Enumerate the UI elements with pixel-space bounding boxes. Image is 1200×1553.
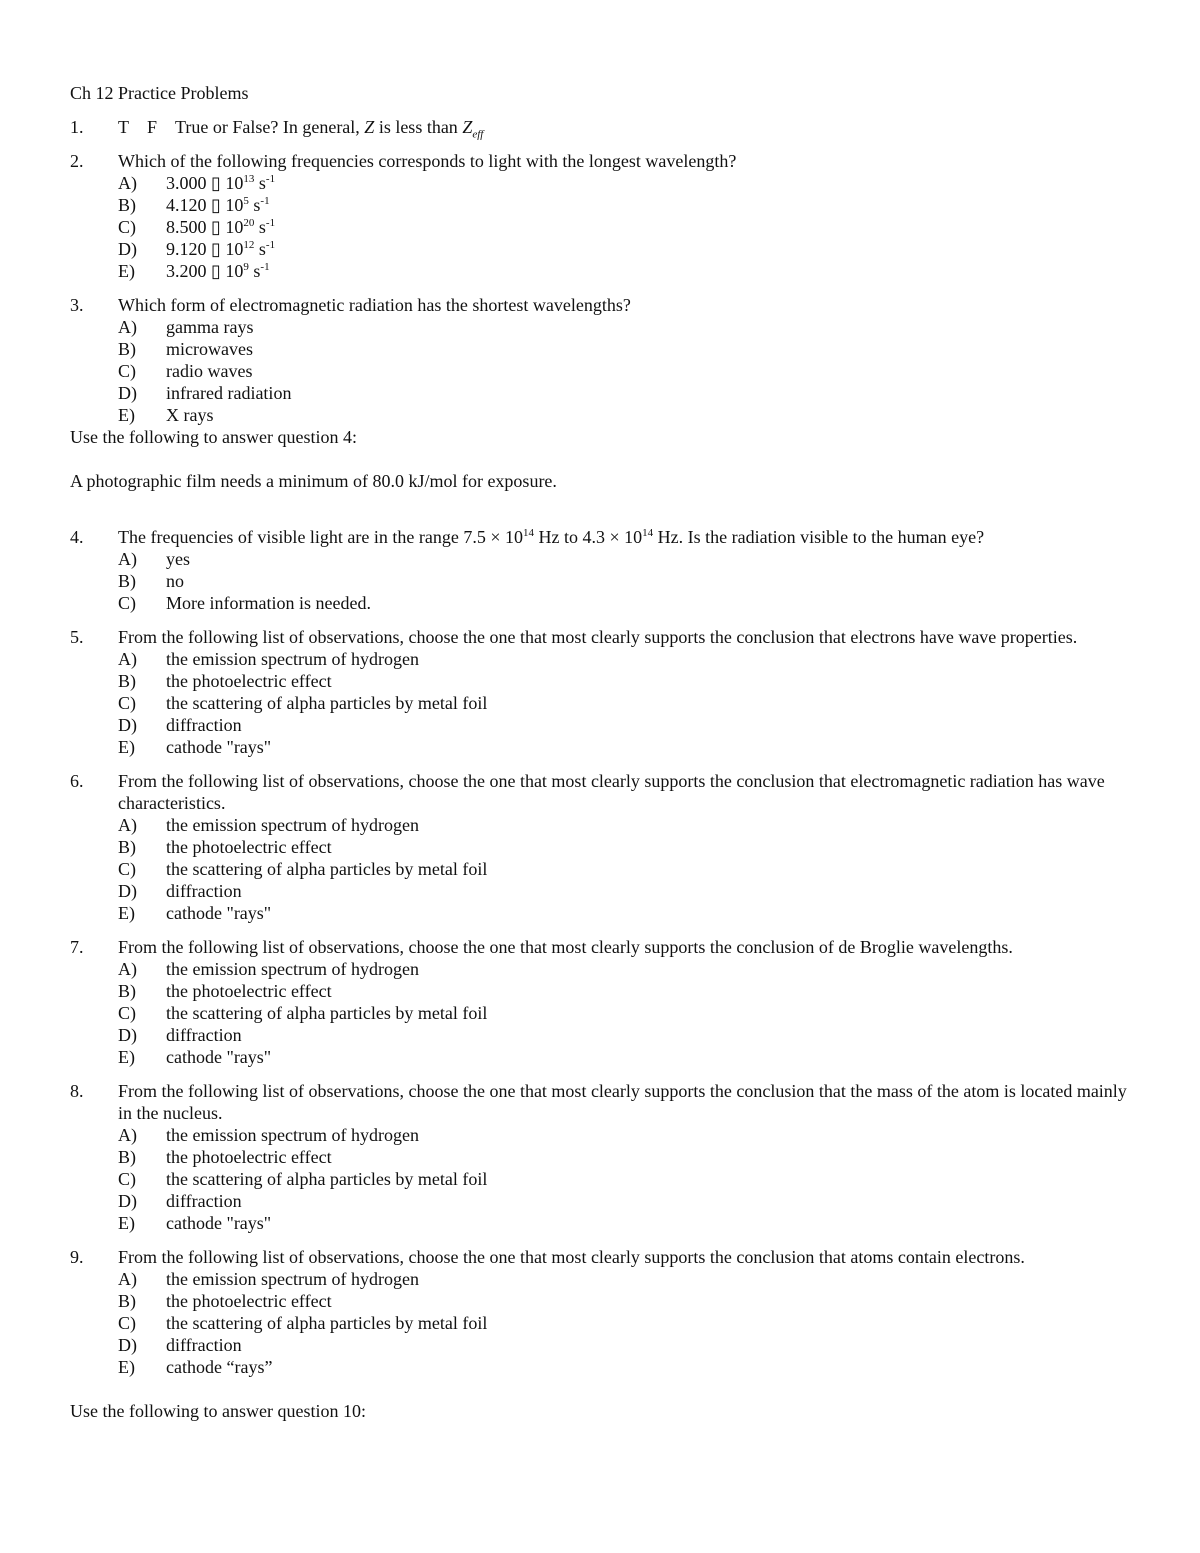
option-letter: B) (118, 195, 136, 215)
question-text-b: is less than (374, 117, 463, 137)
option-letter: B) (118, 671, 136, 691)
option-text: More information is needed. (166, 593, 371, 613)
exponent: 13 (243, 173, 255, 185)
unit: s (248, 261, 261, 281)
question-text: Which form of electromagnetic radiation has the shortest wavelengths? (118, 295, 631, 315)
document-page (70, 82, 1130, 1422)
option-b (118, 1290, 1130, 1312)
option-letter: C) (118, 361, 136, 381)
option-letter: B) (118, 1147, 136, 1167)
option-a (118, 316, 1130, 338)
false-option: F (147, 117, 158, 137)
option-text: cathode "rays" (166, 903, 272, 923)
option-b (118, 570, 1130, 592)
option-letter: B) (118, 981, 136, 1001)
unit: s (254, 217, 266, 237)
intro-question-4: Use the following to answer question 4: (70, 427, 357, 447)
option-e (118, 1356, 1130, 1378)
question-4 (70, 526, 1130, 614)
exponent: 20 (243, 217, 255, 229)
option-d (118, 382, 1130, 404)
unit-exponent: -1 (265, 173, 276, 185)
option-letter: A) (118, 649, 137, 669)
option-text: microwaves (166, 339, 253, 359)
option-letter: A) (118, 549, 137, 569)
option-d (118, 1334, 1130, 1356)
base: 10 (225, 217, 244, 237)
option-text: cathode "rays" (166, 737, 272, 757)
option-text: diffraction (166, 1025, 242, 1045)
mantissa: 3.200 (166, 261, 211, 281)
option-text: the scattering of alpha particles by metal foil (166, 1313, 488, 1333)
option-a (118, 1124, 1130, 1146)
question-text: From the following list of observations, choose the one that most clearly supports the conclusion of de Broglie wavelengths. (118, 937, 1013, 957)
exponent: 5 (243, 195, 249, 207)
z-symbol: Z (364, 117, 375, 137)
question-number: 5. (70, 627, 84, 647)
option-text: the emission spectrum of hydrogen (166, 1125, 419, 1145)
unit: s (254, 239, 266, 259)
option-letter: E) (118, 1047, 135, 1067)
question-text-b: Hz to 4.3 × 10 (534, 527, 643, 547)
option-text: the emission spectrum of hydrogen (166, 815, 419, 835)
option-text: diffraction (166, 1191, 242, 1211)
exponent: 12 (243, 239, 255, 251)
option-text: the emission spectrum of hydrogen (166, 1269, 419, 1289)
option-letter: A) (118, 1269, 137, 1289)
option-letter: C) (118, 217, 136, 237)
mantissa: 8.500 (166, 217, 211, 237)
option-letter: D) (118, 383, 137, 403)
base: 10 (225, 173, 244, 193)
option-letter: E) (118, 737, 135, 757)
option-letter: C) (118, 1169, 136, 1189)
option-text: radio waves (166, 361, 253, 381)
page-title: Ch 12 Practice Problems (70, 83, 249, 103)
option-letter: D) (118, 1335, 137, 1355)
option-d (118, 1024, 1130, 1046)
option-c (118, 1002, 1130, 1024)
option-letter: C) (118, 1313, 136, 1333)
option-text: cathode "rays" (166, 1047, 272, 1067)
option-text: the scattering of alpha particles by metal foil (166, 1003, 488, 1023)
base: 10 (225, 261, 244, 281)
option-b (118, 980, 1130, 1002)
option-letter: C) (118, 593, 136, 613)
option-c (118, 858, 1130, 880)
option-c (118, 592, 1130, 614)
option-letter: C) (118, 859, 136, 879)
question-9 (70, 1246, 1130, 1378)
option-text: the scattering of alpha particles by metal foil (166, 1169, 488, 1189)
option-text: yes (166, 549, 190, 569)
mantissa: 3.000 (166, 173, 211, 193)
intro-question-10: Use the following to answer question 10: (70, 1401, 366, 1421)
question-number: 8. (70, 1081, 84, 1101)
option-text: the photoelectric effect (166, 1291, 332, 1311)
question-text: From the following list of observations, choose the one that most clearly supports the conclusion that electromagnetic radiation has wave characteristics. (118, 771, 1105, 813)
option-c: C) 8.500 ▯ $10^{20}$ $s^{-1}$ (118, 217, 276, 237)
question-3 (70, 294, 1130, 426)
unit: s (248, 195, 261, 215)
option-letter: A) (118, 317, 137, 337)
option-text: cathode "rays" (166, 1213, 272, 1233)
option-a (118, 548, 1130, 570)
option-letter: E) (118, 1213, 135, 1233)
question-number: 9. (70, 1247, 84, 1267)
option-letter: C) (118, 693, 136, 713)
question-number: 6. (70, 771, 84, 791)
option-text: diffraction (166, 715, 242, 735)
exponent-b: 14 (642, 527, 654, 539)
option-e (118, 1212, 1130, 1234)
option-text: diffraction (166, 881, 242, 901)
mantissa: 4.120 (166, 195, 211, 215)
option-letter: A) (118, 1125, 137, 1145)
info-question-4: A photographic film needs a minimum of 80.0 kJ/mol for exposure. (70, 471, 557, 491)
question-text-a: The frequencies of visible light are in the range 7.5 × 10 (118, 527, 524, 547)
option-b (118, 670, 1130, 692)
option-d (118, 1190, 1130, 1212)
question-number: 3. (70, 295, 84, 315)
option-e (118, 902, 1130, 924)
option-letter: D) (118, 715, 137, 735)
option-text: no (166, 571, 184, 591)
option-text: infrared radiation (166, 383, 292, 403)
question-text: From the following list of observations, choose the one that most clearly supports the conclusion that the mass of the atom is located mainly in the nucleus. (118, 1081, 1127, 1123)
option-letter: B) (118, 571, 136, 591)
option-text: the photoelectric effect (166, 837, 332, 857)
question-text: From the following list of observations, choose the one that most clearly supports the conclusion that atoms contain electrons. (118, 1247, 1025, 1267)
option-a (118, 958, 1130, 980)
option-text: the photoelectric effect (166, 981, 332, 1001)
option-a (118, 648, 1130, 670)
option-e (118, 404, 1130, 426)
option-letter: B) (118, 339, 136, 359)
option-text: the emission spectrum of hydrogen (166, 959, 419, 979)
question-number: 4. (70, 527, 84, 547)
option-letter: D) (118, 881, 137, 901)
option-e (118, 736, 1130, 758)
question-text: From the following list of observations, choose the one that most clearly supports the conclusion that electrons have wave properties. (118, 627, 1078, 647)
question-text-c: Hz. Is the radiation visible to the human eye? (653, 527, 985, 547)
option-letter: D) (118, 1191, 137, 1211)
option-e (118, 1046, 1130, 1068)
option-a (118, 1268, 1130, 1290)
true-option: T (118, 117, 129, 137)
option-d: D) 9.120 ▯ $10^{12}$ $s^{-1}$ (118, 239, 276, 259)
unit-exponent: -1 (260, 261, 270, 273)
zeff-symbol: Z (462, 117, 473, 137)
option-text: X rays (166, 405, 214, 425)
option-letter: E) (118, 261, 135, 281)
option-text: the scattering of alpha particles by metal foil (166, 693, 488, 713)
option-c (118, 1312, 1130, 1334)
question-1 (70, 116, 1130, 141)
question-7 (70, 936, 1130, 1068)
option-d (118, 880, 1130, 902)
question-8 (70, 1080, 1130, 1234)
option-b (118, 1146, 1130, 1168)
question-6 (70, 770, 1130, 924)
question-2 (70, 150, 1130, 282)
question-text: Which of the following frequencies corresponds to light with the longest wavelength? (118, 151, 737, 171)
option-letter: E) (118, 903, 135, 923)
option-text: gamma rays (166, 317, 254, 337)
option-c (118, 692, 1130, 714)
question-5 (70, 626, 1130, 758)
mantissa: 9.120 (166, 239, 211, 259)
option-b (118, 338, 1130, 360)
unit: s (254, 173, 266, 193)
base: 10 (225, 239, 244, 259)
unit-exponent: -1 (265, 217, 276, 229)
option-c (118, 360, 1130, 382)
option-text: cathode “rays” (166, 1357, 273, 1377)
option-letter: E) (118, 1357, 135, 1377)
option-letter: A) (118, 959, 137, 979)
option-b: B) 4.120 ▯ $10^5$ $s^{-1}$ (118, 195, 270, 215)
option-e: E) 3.200 ▯ $10^9$ $s^{-1}$ (118, 261, 270, 281)
option-letter: D) (118, 239, 137, 259)
unit-exponent: -1 (265, 239, 276, 251)
option-a (118, 814, 1130, 836)
exponent: 9 (243, 261, 249, 273)
question-text (118, 526, 1130, 548)
option-letter: B) (118, 837, 136, 857)
option-a: A) 3.000 ▯ $10^{13}$ $s^{-1}$ (118, 173, 276, 193)
option-letter: E) (118, 405, 135, 425)
option-text: the photoelectric effect (166, 671, 332, 691)
question-number: 7. (70, 937, 84, 957)
question-text: True or False? In general, (175, 117, 365, 137)
unit-exponent: -1 (260, 195, 270, 207)
option-b (118, 836, 1130, 858)
option-letter: C) (118, 1003, 136, 1023)
option-text: the photoelectric effect (166, 1147, 332, 1167)
option-letter: B) (118, 1291, 136, 1311)
question-number: 1. (70, 117, 84, 137)
option-letter: A) (118, 173, 137, 193)
option-c (118, 1168, 1130, 1190)
eff-subscript: eff (472, 128, 484, 141)
option-letter: D) (118, 1025, 137, 1045)
option-letter: A) (118, 815, 137, 835)
option-text: diffraction (166, 1335, 242, 1355)
base: 10 (225, 195, 244, 215)
question-number: 2. (70, 151, 84, 171)
option-text: the scattering of alpha particles by metal foil (166, 859, 488, 879)
exponent-a: 14 (523, 527, 535, 539)
option-d (118, 714, 1130, 736)
option-text: the emission spectrum of hydrogen (166, 649, 419, 669)
